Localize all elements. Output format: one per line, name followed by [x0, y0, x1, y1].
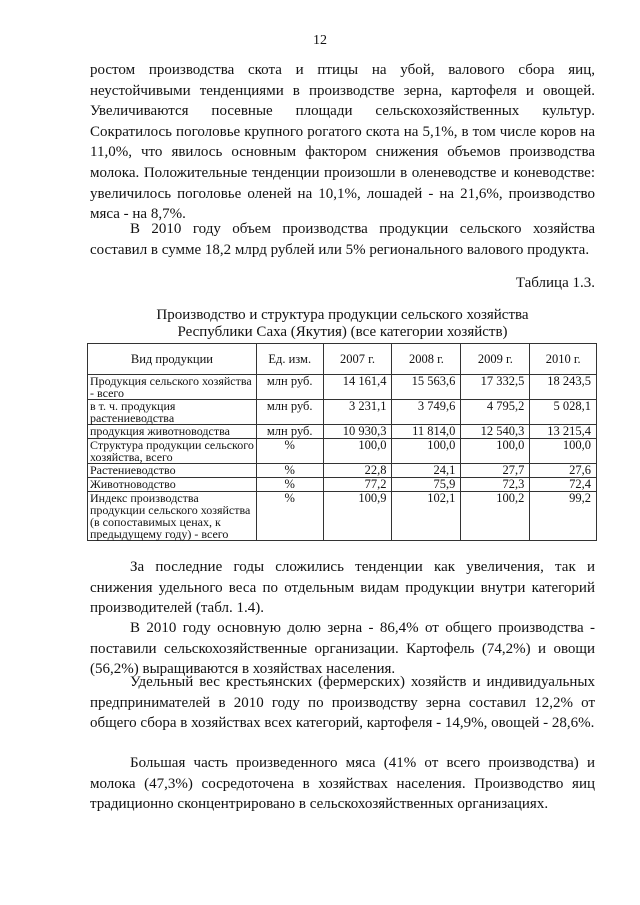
header-2007: 2007 г. [323, 344, 392, 375]
header-2009: 2009 г. [461, 344, 530, 375]
row-2009: 12 540,3 [461, 425, 530, 439]
row-unit: % [256, 478, 323, 492]
paragraph-agriculture-trends: ростом производства скота и птицы на убой, валового сбора яиц, неустойчивыми тенденциями в производстве зерна, картофеля и овощей. Увеличиваются посевные площади сельскохозяйственных культур. Сократилось поголовье крупного рогатого скота на 5,1%, в том числе коров на 11,0%, что явилось основным фактором снижения объемов производства молока. Положительные тенденции произошли в оленеводстве и коневодстве: увеличилось поголовье оленей на 10,1%, лошадей - на 21,6%, производство мяса - на 8,7%. [90, 62, 595, 223]
table-title [150, 307, 535, 341]
paragraph-meat-milk: Большая часть произведенного мяса (41% от всего производства) и молока (47,3%) сосредоточена в хозяйствах населения. Производство яиц традиционно сконцентрировано в сельскохозяйственных организациях. [90, 755, 595, 813]
paragraph-grain-share: В 2010 году основную долю зерна - 86,4% от общего производства - поставили сельскохозяйственные организации. Картофель (74,2%) и овощи (56,2%) выращиваются в хозяйствах населения. [90, 620, 595, 678]
header-2008: 2008 г. [392, 344, 461, 375]
header-unit: Ед. изм. [256, 344, 323, 375]
table-row [88, 478, 597, 492]
row-unit: млн руб. [256, 375, 323, 400]
row-2010: 100,0 [530, 439, 597, 464]
row-2010: 72,4 [530, 478, 597, 492]
row-name: Растениеводство [88, 464, 257, 478]
row-2008: 11 814,0 [392, 425, 461, 439]
row-name: продукция животноводства [88, 425, 257, 439]
table-row [88, 425, 597, 439]
production-table [87, 343, 597, 541]
row-2009: 72,3 [461, 478, 530, 492]
row-2009: 100,2 [461, 492, 530, 541]
row-name: Продукция сельского хозяйства - всего [88, 375, 257, 400]
paragraph-trends: За последние годы сложились тенденции как увеличения, так и снижения удельного веса по отдельным видам продукции внутри категорий производителей (табл. 1.4). [90, 559, 595, 617]
row-2009: 17 332,5 [461, 375, 530, 400]
row-2008: 24,1 [392, 464, 461, 478]
row-unit: % [256, 439, 323, 464]
row-unit: млн руб. [256, 400, 323, 425]
table-row [88, 400, 597, 425]
table-row [88, 492, 597, 541]
row-unit: млн руб. [256, 425, 323, 439]
row-2010: 13 215,4 [530, 425, 597, 439]
row-name: Индекс производства продукции сельского хозяйства (в сопоставимых ценах, к предыдущему году) - всего [88, 492, 257, 541]
row-2007: 10 930,3 [323, 425, 392, 439]
row-2008: 102,1 [392, 492, 461, 541]
page-number: 12 [313, 33, 327, 48]
row-unit: % [256, 464, 323, 478]
row-name: Животноводство [88, 478, 257, 492]
row-2008: 100,0 [392, 439, 461, 464]
row-2010: 5 028,1 [530, 400, 597, 425]
row-2008: 75,9 [392, 478, 461, 492]
row-2008: 15 563,6 [392, 375, 461, 400]
row-2007: 14 161,4 [323, 375, 392, 400]
paragraph-farm-share: Удельный вес крестьянских (фермерских) хозяйств и индивидуальных предпринимателей в 2010 году по производству зерна составил 12,2% от общего сбора в хозяйствах всех категорий, картофеля - 14,9%, овощей - 28,6%. [90, 674, 595, 732]
header-product: Вид продукции [88, 344, 257, 375]
row-name: Структура продукции сельского хозяйства, всего [88, 439, 257, 464]
table-title-line-2: Республики Саха (Якутия) (все категории хозяйств) [177, 324, 508, 340]
row-2009: 27,7 [461, 464, 530, 478]
table-row [88, 375, 597, 400]
table-row [88, 439, 597, 464]
row-2007: 100,0 [323, 439, 392, 464]
row-2010: 18 243,5 [530, 375, 597, 400]
table-label: Таблица 1.3. [515, 275, 595, 291]
paragraph-production-volume: В 2010 году объем производства продукции сельского хозяйства составил в сумме 18,2 млрд рублей или 5% регионального валового продукта. [90, 221, 595, 258]
table-row [88, 464, 597, 478]
row-2009: 4 795,2 [461, 400, 530, 425]
header-2010: 2010 г. [530, 344, 597, 375]
row-2010: 99,2 [530, 492, 597, 541]
row-2007: 77,2 [323, 478, 392, 492]
table-title-line-1: Производство и структура продукции сельского хозяйства [156, 307, 529, 323]
row-2009: 100,0 [461, 439, 530, 464]
row-2007: 22,8 [323, 464, 392, 478]
row-unit: % [256, 492, 323, 541]
row-2007: 3 231,1 [323, 400, 392, 425]
row-name: в т. ч. продукция растениеводства [88, 400, 257, 425]
row-2007: 100,9 [323, 492, 392, 541]
table-header-row [88, 344, 597, 375]
row-2010: 27,6 [530, 464, 597, 478]
row-2008: 3 749,6 [392, 400, 461, 425]
